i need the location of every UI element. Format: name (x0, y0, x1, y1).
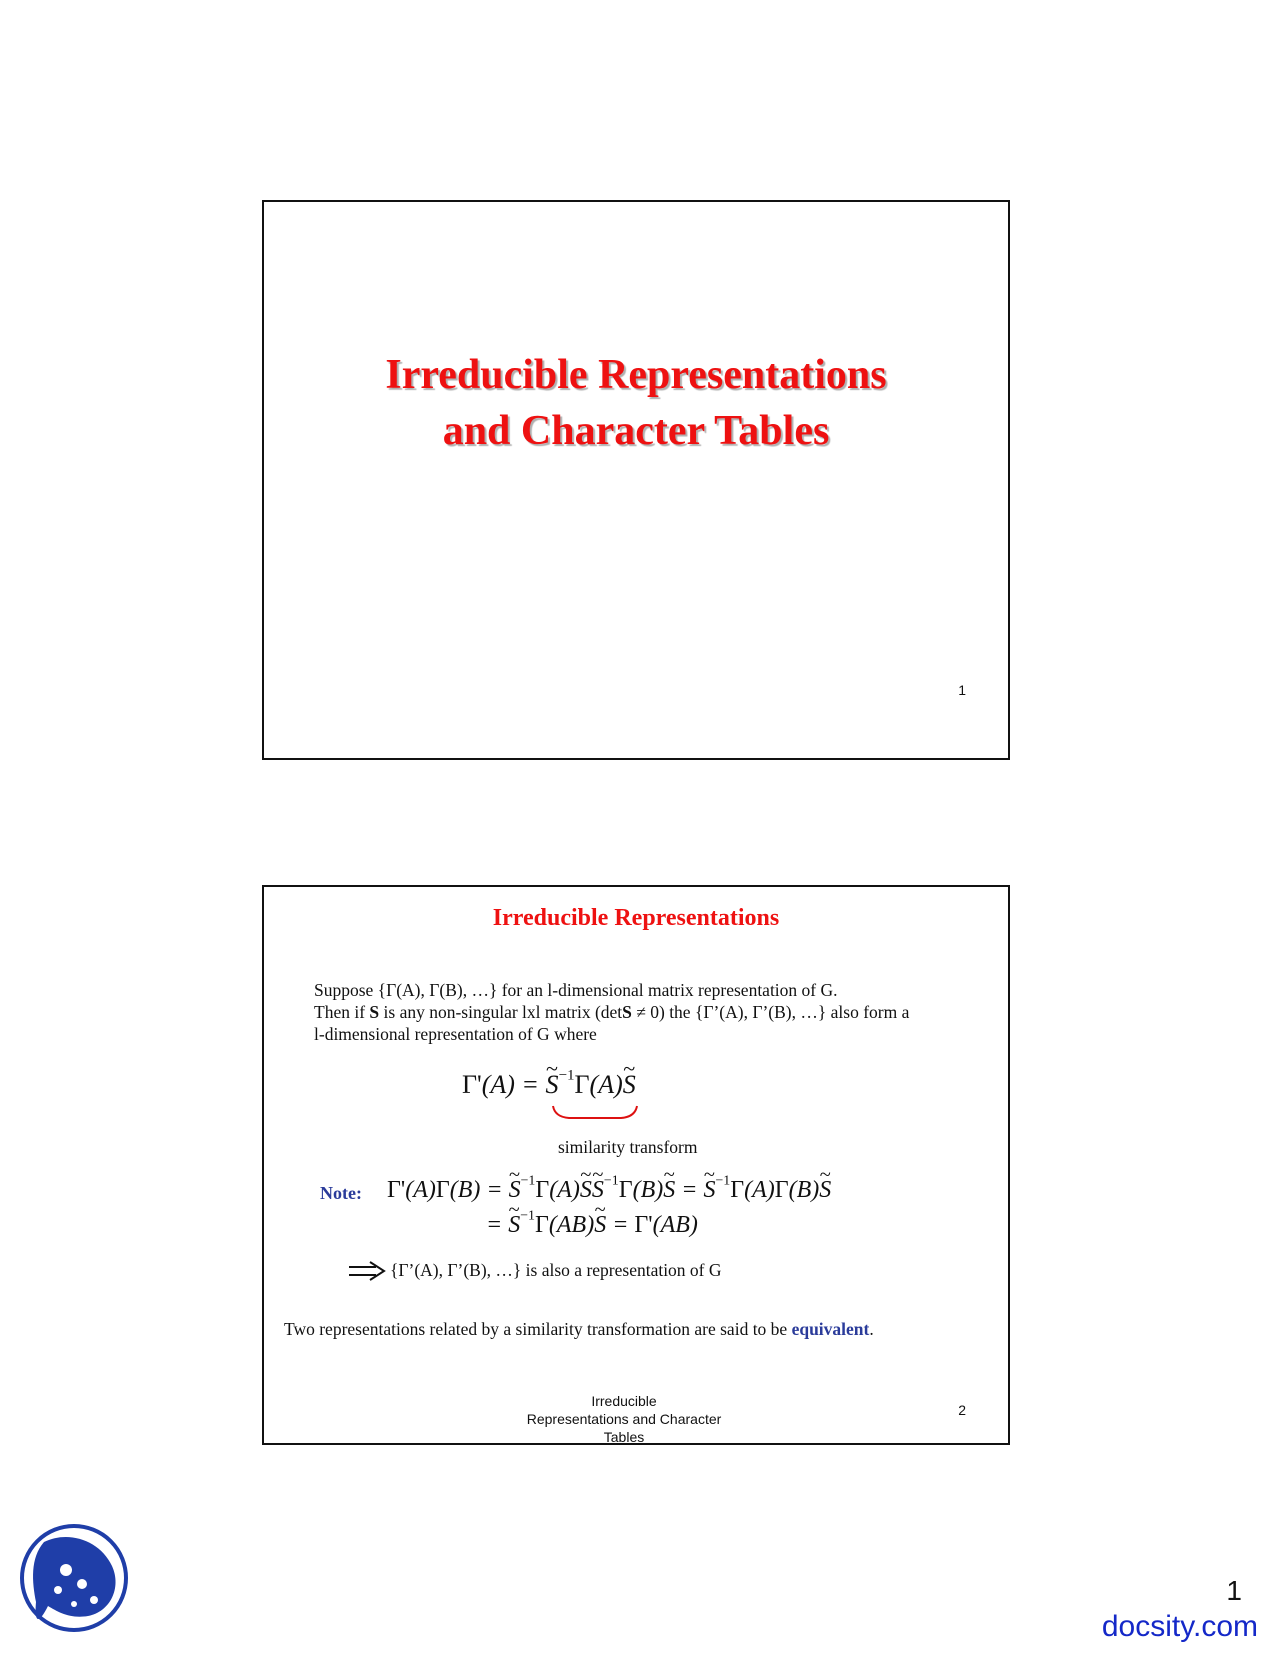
intro-paragraph (314, 979, 994, 1045)
note-equation-line-2: = ~ $S^{-1}\Gamma(AB)\sim$ S = Γ'(AB) (486, 1212, 698, 1239)
implies-arrow-icon (348, 1261, 386, 1281)
slide-1-title-line-1: Irreducible Representations (385, 352, 887, 398)
slide-1 (262, 200, 1010, 760)
para-line-2: Then if S is any non-singular lxl matrix (detS ≠ 0) the {Γ’(A), Γ’(B), …} also form a (314, 1002, 910, 1022)
implies-text: {Γ’(A), Γ’(B), …} is also a representation of G (390, 1260, 722, 1280)
note-label: Note: (320, 1183, 362, 1203)
slide-1-number: 1 (958, 682, 966, 698)
slide-2-number: 2 (958, 1402, 966, 1418)
equivalent-term: equivalent (791, 1319, 870, 1339)
slide-1-title-line-2: and Character Tables (442, 408, 830, 454)
slide-2 (262, 885, 1010, 1445)
underbrace-icon (549, 1104, 641, 1124)
similarity-equation: Γ'(A) = ~ $S^{-1}\Gamma(A)\sim$ S (462, 1070, 636, 1100)
implies-statement (348, 1260, 722, 1281)
slide-1-title (264, 347, 1008, 459)
docsity-link[interactable]: docsity.com (1101, 1610, 1258, 1643)
para-line-3: l-dimensional representation of G where (314, 1024, 597, 1044)
slide-2-footer: Irreducible Representations and Character Tables (526, 1393, 722, 1445)
equivalence-statement: Two representations related by a similarity transformation are said to be equivalent. (284, 1319, 874, 1339)
para-line-1: Suppose {Γ(A), Γ(B), …} for an l-dimensional matrix representation of G. (314, 980, 838, 1000)
slide-2-title: Irreducible Representations (492, 905, 780, 931)
docsity-logo-icon (18, 1522, 130, 1634)
note-equation-line-1: Γ'(A)Γ(B) = ~ $S^{-1}\Gamma(A)\sim$ S~ $S^{-1}\Gamma(B)\sim$ S = ~ $S^{-1}\Gamma(A)\Gamma(B)\sim$ S (387, 1177, 831, 1204)
similarity-label: similarity transform (558, 1137, 698, 1157)
page-number: 1 (1226, 1575, 1242, 1606)
